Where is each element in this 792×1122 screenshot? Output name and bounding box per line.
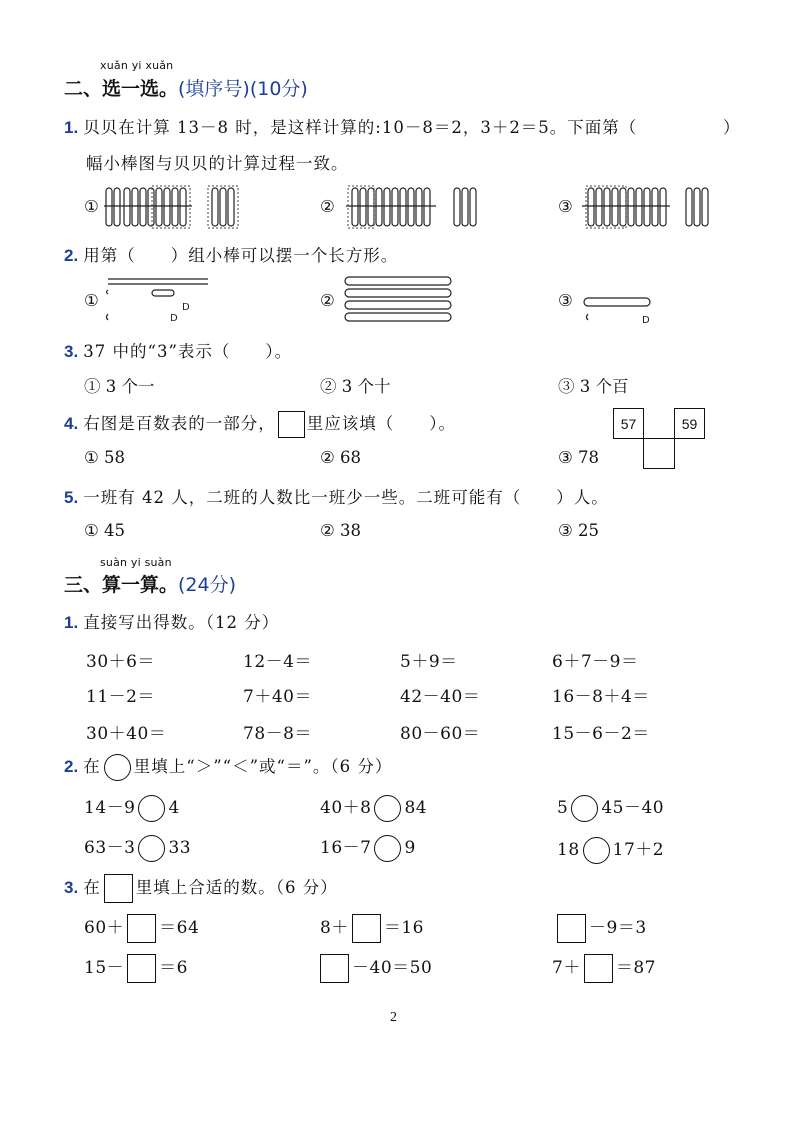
hundred-chart-value-57: 57 (620, 415, 637, 432)
svg-text:D: D (170, 313, 178, 324)
compare-right: 17＋2 (612, 840, 665, 860)
calc-r1-c1[interactable]: 30＋6＝ (86, 652, 155, 672)
fill-item-2 (320, 913, 424, 943)
s3q3-text-after: 里填上合适的数。（6 分） (135, 878, 338, 897)
q4-text-after: 里应该填（ ）。 (306, 414, 457, 433)
q3-option-1[interactable]: ① 3 个一 (84, 377, 155, 396)
calc-r1-c4[interactable]: 6＋7－9＝ (552, 652, 639, 672)
q2-sticks-figure-3 (582, 296, 654, 326)
q2-sticks-figure-1 (104, 276, 224, 324)
fill-right: －40＝50 (352, 958, 433, 978)
fill-left: 8＋ (320, 918, 349, 938)
compare-right: 9 (404, 838, 416, 858)
calc-r1-c2[interactable]: 12－4＝ (243, 652, 312, 672)
q1-option-3[interactable]: ③ (558, 197, 573, 216)
fill-box[interactable] (557, 914, 586, 943)
fill-box[interactable] (127, 914, 156, 943)
compare-left: 63－3 (84, 838, 136, 858)
page-number: 2 (390, 1010, 397, 1025)
calc-r2-c4[interactable]: 16－8＋4＝ (552, 687, 650, 707)
fill-item-6 (552, 953, 656, 983)
compare-item-2 (320, 793, 427, 822)
fill-box[interactable] (127, 954, 156, 983)
q4-line (64, 410, 456, 438)
calc-r3-c4[interactable]: 15－6－2＝ (552, 724, 650, 744)
q1-close-paren: ） (723, 118, 741, 137)
fill-left: 15－ (84, 958, 125, 978)
q5-number: 5. (64, 488, 79, 507)
q2-sticks-figure-2 (343, 275, 455, 327)
compare-circle[interactable] (583, 837, 610, 864)
compare-circle[interactable] (138, 795, 165, 822)
compare-item-5 (320, 833, 416, 862)
q1-sticks-figure-2 (342, 186, 482, 228)
hundred-chart-cell-59 (674, 408, 705, 439)
fill-left: 60＋ (84, 918, 125, 938)
q4-answer-box-icon (278, 411, 305, 438)
calc-r2-c2[interactable]: 7＋40＝ (243, 687, 312, 707)
fill-item-3 (554, 913, 647, 943)
q2-number: 2. (64, 246, 79, 265)
fill-item-5 (317, 953, 432, 983)
svg-text:D: D (182, 302, 190, 313)
fill-box[interactable] (352, 914, 381, 943)
q2-option-2[interactable]: ② (320, 291, 335, 310)
section3-subtitle: (24分) (178, 574, 237, 596)
fill-left: 7＋ (552, 958, 581, 978)
fill-right: －9＝3 (589, 918, 647, 938)
q3-number: 3. (64, 342, 79, 361)
section2-subtitle: (填序号)(10分) (178, 78, 308, 100)
q1-number: 1. (64, 118, 79, 137)
q1-sticks-figure-1 (104, 186, 249, 228)
calc-r3-c2[interactable]: 78－8＝ (243, 724, 312, 744)
section3-pinyin: suàn yi suàn (100, 556, 172, 569)
fill-right: ＝16 (383, 918, 424, 938)
fill-item-4 (84, 953, 188, 983)
q1-option-2[interactable]: ② (320, 197, 335, 216)
compare-circle[interactable] (374, 835, 401, 862)
circle-blank-icon (104, 754, 131, 781)
compare-item-3 (557, 793, 664, 822)
q5-option-3[interactable]: ③ 25 (558, 521, 600, 540)
section2-pinyin: xuǎn yi xuǎn (100, 59, 174, 72)
compare-circle[interactable] (138, 835, 165, 862)
compare-item-4 (84, 833, 191, 862)
q3-option-2[interactable]: ② 3 个十 (320, 377, 391, 396)
q4-number: 4. (64, 414, 79, 433)
q2-text: 用第（ ）组小棒可以摆一个长方形。 (83, 246, 399, 265)
q1-option-1[interactable]: ① (84, 197, 99, 216)
square-blank-icon (104, 874, 133, 903)
s3q2-text-before: 在 (83, 757, 101, 776)
s3q1-text: 直接写出得数。（12 分） (83, 613, 280, 632)
q3-option-3[interactable]: ③ 3 个百 (558, 377, 629, 396)
hundred-chart-blank-cell (643, 438, 675, 469)
q3-text: 37 中的“3”表示（ ）。 (83, 342, 293, 361)
q2-line (64, 242, 398, 266)
fill-box[interactable] (584, 954, 613, 983)
section3-title-text: 三、算一算。 (64, 574, 179, 596)
compare-left: 5 (557, 798, 569, 818)
compare-left: 14－9 (84, 798, 136, 818)
q4-option-1[interactable]: ① 58 (84, 448, 126, 467)
section3-title (64, 570, 236, 597)
calc-r1-c3[interactable]: 5＋9＝ (400, 652, 458, 672)
calc-r2-c1[interactable]: 11－2＝ (86, 687, 155, 707)
q3-line (64, 338, 292, 362)
q1-line2: 幅小棒图与贝贝的计算过程一致。 (86, 154, 349, 173)
q1-text: 贝贝在计算 13－8 时，是这样计算的:10－8＝2，3＋2＝5。下面第（ (83, 118, 638, 137)
compare-right: 84 (404, 798, 428, 818)
q4-option-2[interactable]: ② 68 (320, 448, 362, 467)
compare-item-6 (557, 835, 664, 864)
hundred-chart-cell-57 (613, 408, 644, 439)
calc-r3-c1[interactable]: 30＋40＝ (86, 724, 167, 744)
section2-title-text: 二、选一选。 (64, 78, 179, 100)
compare-right: 4 (168, 798, 180, 818)
s3q2-text-after: 里填上“＞”“＜”或“＝”。（6 分） (133, 757, 393, 776)
s3q3-line (64, 874, 338, 903)
q5-line (64, 484, 609, 508)
s3q2-number: 2. (64, 757, 79, 776)
q2-option-1[interactable]: ① (84, 291, 99, 310)
compare-circle[interactable] (374, 795, 401, 822)
fill-right: ＝6 (159, 958, 188, 978)
compare-circle[interactable] (571, 795, 598, 822)
compare-right: 33 (168, 838, 192, 858)
svg-text:D: D (642, 315, 650, 326)
q1-sticks-figure-3 (582, 186, 717, 228)
calc-r2-c3[interactable]: 42－40＝ (400, 687, 481, 707)
q5-option-1[interactable]: ① 45 (84, 521, 126, 540)
compare-left: 40＋8 (320, 798, 372, 818)
q5-option-2[interactable]: ② 38 (320, 521, 362, 540)
compare-left: 18 (557, 840, 580, 860)
fill-right: ＝64 (159, 918, 200, 938)
fill-right: ＝87 (615, 958, 656, 978)
calc-r3-c3[interactable]: 80－60＝ (400, 724, 481, 744)
q5-text: 一班有 42 人，二班的人数比一班少一些。二班可能有（ ）人。 (83, 488, 609, 507)
q4-text-before: 右图是百数表的一部分， (83, 414, 276, 433)
fill-box[interactable] (320, 954, 349, 983)
compare-left: 16－7 (320, 838, 372, 858)
section2-title (64, 74, 308, 101)
s3q3-text-before: 在 (83, 878, 101, 897)
hundred-chart-value-59: 59 (681, 415, 698, 432)
q4-option-3[interactable]: ③ 78 (558, 448, 600, 467)
compare-item-1 (84, 793, 180, 822)
fill-item-1 (84, 913, 199, 943)
compare-right: 45－40 (601, 798, 665, 818)
q1-line1 (64, 114, 637, 138)
s3q1-number: 1. (64, 613, 79, 632)
s3q3-number: 3. (64, 878, 79, 897)
s3q2-line (64, 753, 392, 781)
q2-option-3[interactable]: ③ (558, 291, 573, 310)
s3q1-line (64, 609, 279, 633)
